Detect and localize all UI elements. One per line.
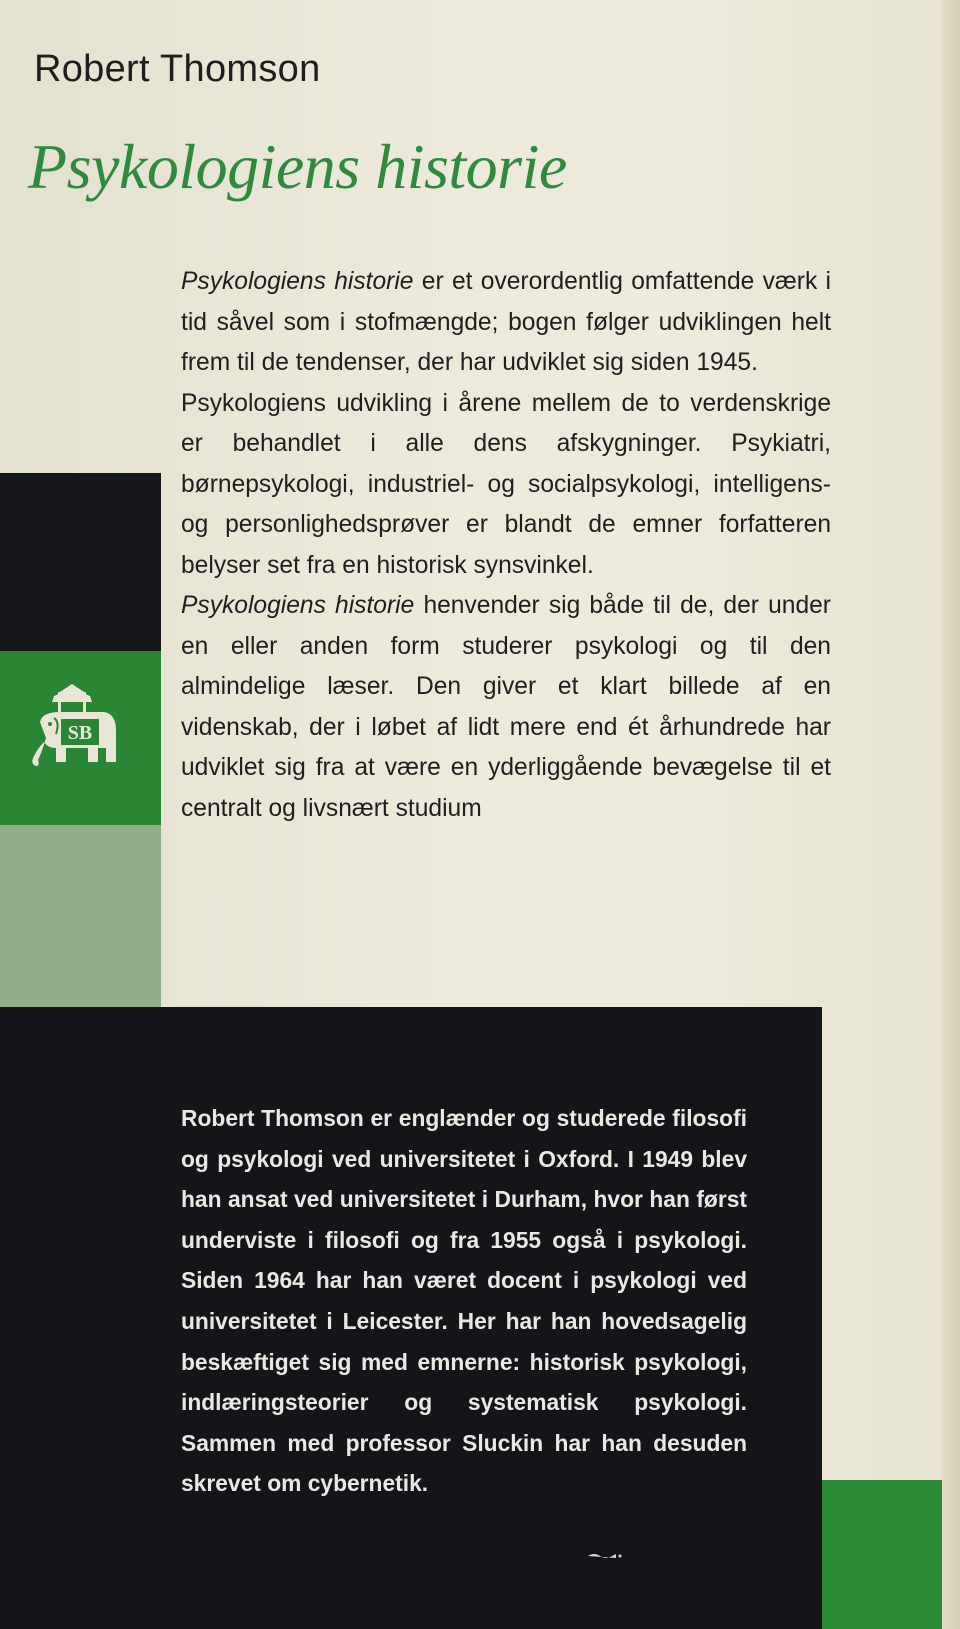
description-text-3: henvender sig både til de, der under en eller anden form studerer psykologi og til den almindelige læser. Den giver et klart billede af en videnskab, der i løbet af lidt mere end ét århundrede har udviklet sig fra at være en yderliggående bevægelse til et centralt og livsnært studium (181, 592, 832, 822)
logo-letters: SB (67, 722, 93, 744)
description-paragraph-1 (181, 262, 831, 384)
book-description (181, 262, 831, 829)
decor-block-black (0, 473, 161, 651)
book-title: Psykologiens historie (28, 131, 567, 202)
description-text-1: er et overordentlig omfattende værk i tid såvel som i stofmængde; bogen følger udviklingen helt frem til de tendenser, der har udviklet sig siden 1945. (181, 268, 831, 376)
description-paragraph-2: Psykologiens udvikling i årene mellem de to verdenskrige er behandlet i alle dens afskygninger. Psykiatri, børnepsykologi, industriel- og socialpsykologi, intelligens- og personlighedsprøver er blandt de emner forfatteren belyser set fra en historisk synsvinkel. (181, 389, 831, 579)
author-biography (181, 1098, 747, 1504)
elephant-logo-icon (20, 678, 128, 798)
spine-mark-icon (586, 1550, 624, 1562)
description-title-italic: Psykologiens historie (181, 268, 414, 295)
cover-edge (942, 0, 960, 1629)
bio-paragraph: Robert Thomson er englænder og studerede filosofi og psykologi ved universitetet i Oxford. I 1949 blev han ansat ved universitetet i Durham, hvor han først underviste i filosofi og fra 1955 også i psykologi. Siden 1964 har han været docent i psykologi ved universitetet i Leicester. Her har han hovedsagelig beskæftiget sig med emnerne: historisk psykologi, indlæringsteorier og systematisk psykologi. Sammen med professor Sluckin har han desuden skrevet om cybernetik. (181, 1105, 747, 1497)
author-name: Robert Thomson (34, 48, 321, 90)
description-title-italic-2: Psykologiens historie (181, 592, 415, 619)
decor-block-green-right (822, 1480, 942, 1629)
decor-block-light-green (0, 825, 161, 1007)
description-paragraph-3 (181, 586, 831, 829)
